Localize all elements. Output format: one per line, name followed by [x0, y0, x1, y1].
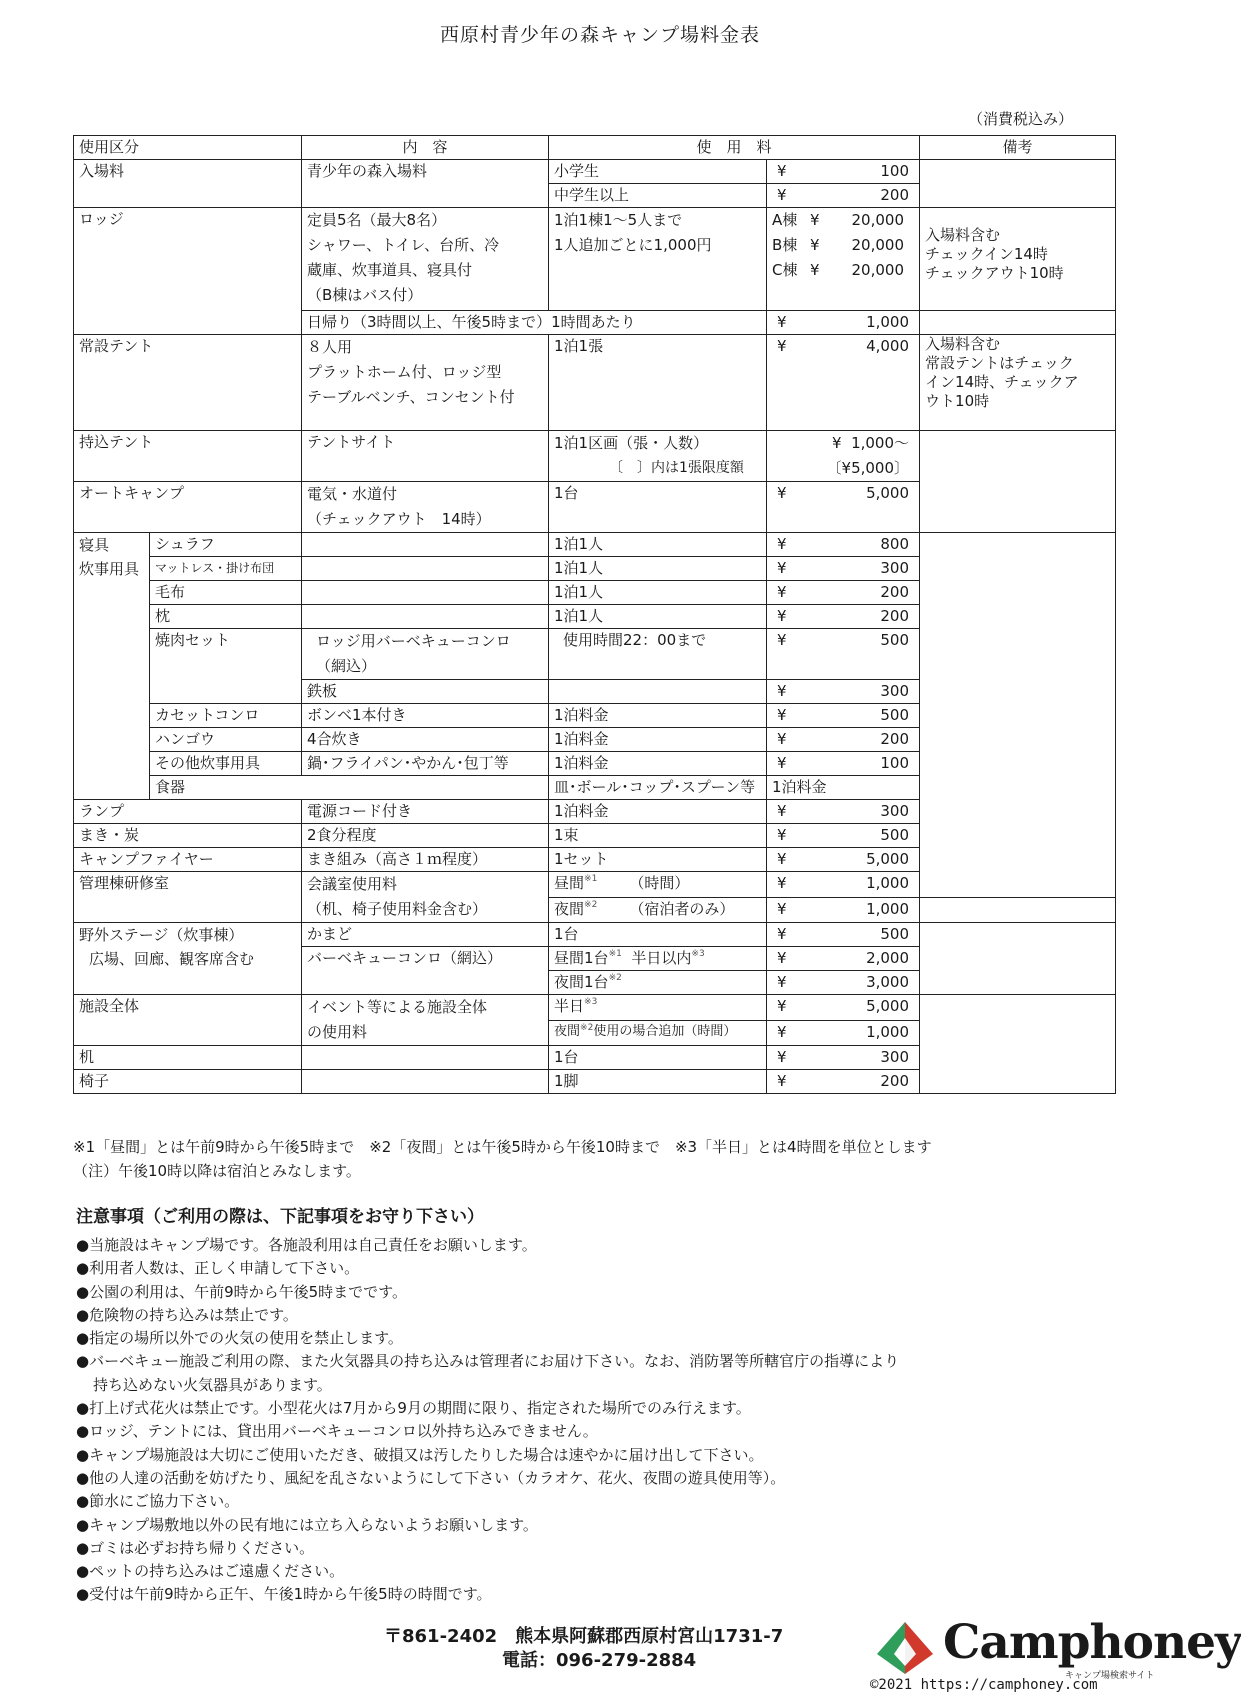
list-item: ●他の人達の活動を妨げたり、風紀を乱さないようにして下さい（カラオケ、花火、夜間の遊具使用等）。: [76, 1468, 786, 1487]
fee-desc: 夜間1台$^{※2}$: [549, 971, 767, 995]
row-remarks: 入場料含む 常設テントはチェック イン14時、チェックア ウト10時: [920, 335, 1116, 431]
row-content: ロッジ用バーベキューコンロ （網込）: [302, 629, 549, 680]
row-remarks: [920, 160, 1116, 208]
row-category: 寝具 炊事用具: [74, 533, 150, 800]
fee-price: ¥ 200: [767, 184, 920, 208]
fee-price: ¥ 1,000: [767, 897, 920, 923]
fee-desc: 1セット: [549, 848, 767, 872]
fee-desc: 1泊1張: [549, 335, 767, 431]
row-content: 電源コード付き: [302, 800, 549, 824]
footnote-definitions: ※1「昼間」とは午前9時から午後5時まで ※2「夜間」とは午後5時から午後10時まで ※3「半日」とは4時間を単位とします: [73, 1138, 932, 1156]
list-item: ●公園の利用は、午前9時から午後5時までです。: [76, 1282, 407, 1301]
header-remarks: 備考: [920, 136, 1116, 160]
item-name: カセットコンロ: [150, 704, 302, 728]
list-item: ●ロッジ、テントには、貸出用バーベキューコンロ以外持ち込みできません。: [76, 1422, 598, 1441]
list-item: ●ペットの持ち込みはご遠慮ください。: [76, 1562, 345, 1581]
fee-desc: 使用時間22：00まで: [549, 629, 767, 680]
row-content: [302, 1070, 549, 1094]
fee-desc: 昼間$^{※1}$ （時間）: [549, 872, 767, 898]
fee-desc: 1泊料金: [549, 752, 767, 776]
fee-desc: 1泊料金: [549, 704, 767, 728]
fee-desc: 1泊料金: [549, 728, 767, 752]
row-content: 電気・水道付 （チェックアウト 14時）: [302, 482, 549, 533]
row-category: 管理棟研修室: [74, 872, 302, 923]
fee-desc: 1泊1人: [549, 605, 767, 629]
item-name: 焼肉セット: [150, 629, 302, 704]
fee-price: ¥ 100: [767, 160, 920, 184]
page-title: 西原村青少年の森キャンプ場料金表: [439, 24, 760, 46]
fee-price: ¥ 500: [767, 824, 920, 848]
fee-price: ¥ 100: [767, 752, 920, 776]
fee-label: 小学生: [549, 160, 767, 184]
list-item: ●ゴミは必ずお持ち帰りください。: [76, 1538, 315, 1557]
row-remarks: [920, 923, 1116, 995]
fee-desc: 1泊1区画（張・人数） 〔 〕内は1張限度額: [549, 431, 767, 482]
footnote-overnight: （注）午後10時以降は宿泊とみなします。: [73, 1162, 361, 1180]
row-content: 鍋･フライパン･やかん･包丁等: [302, 752, 549, 776]
fee-desc: 1泊1人: [549, 581, 767, 605]
fee-price: ¥ 2,000: [767, 947, 920, 971]
row-category: ランプ: [74, 800, 302, 824]
table-row: [74, 533, 1116, 557]
fee-desc: 1台: [549, 482, 767, 533]
list-item: ●当施設はキャンプ場です。各施設利用は自己責任をお願いします。: [76, 1236, 537, 1254]
row-category: まき・炭: [74, 824, 302, 848]
fee-desc: 昼間1台$^{※1}$ 半日以内$^{※3}$: [549, 947, 767, 971]
brand-name: Camphoney: [943, 1615, 1241, 1670]
item-name: ハンゴウ: [150, 728, 302, 752]
fee-desc: 1泊料金: [767, 776, 920, 800]
row-category: 持込テント: [74, 431, 302, 482]
header-content: 内 容: [302, 136, 549, 160]
list-item: ●打上げ式花火は禁止です。小型花火は7月から9月の期間に限り、指定された場所でのみ行えます。: [76, 1399, 751, 1418]
header-category: 使用区分: [74, 136, 302, 160]
table-header: [74, 136, 1116, 160]
list-item: ●指定の場所以外での火気の使用を禁止します。: [76, 1329, 403, 1348]
fee-price: ¥ 300: [767, 800, 920, 824]
fee-price: ¥ 1,000: [767, 311, 920, 335]
row-content: 皿･ボール･コップ･スプーン等: [549, 776, 767, 800]
row-content: かまど: [302, 923, 549, 947]
row-content: イベント等による施設全体 の使用料: [302, 995, 549, 1046]
postal-address: 〒861-2402 熊本県阿蘇郡西原村宮山1731-7: [384, 1626, 784, 1647]
row-category: 野外ステージ（炊事棟） 広場、回廊、観客席含む: [74, 923, 302, 995]
fee-desc: 1泊1棟1～5人まで 1人追加ごとに1,000円: [549, 208, 767, 311]
item-name: 枕: [150, 605, 302, 629]
row-category: ロッジ: [74, 208, 302, 335]
fee-price: ¥ 200: [767, 728, 920, 752]
row-category: 施設全体: [74, 995, 302, 1046]
fee-price: ¥ 200: [767, 1070, 920, 1094]
footnotes: [73, 1135, 932, 1183]
row-content: [302, 1046, 549, 1070]
row-content: テントサイト: [302, 431, 549, 482]
row-category: 食器: [150, 776, 549, 800]
table-row: [74, 431, 1116, 482]
fee-label: 中学生以上: [549, 184, 767, 208]
fee-desc: [549, 680, 767, 704]
row-category: オートキャンプ: [74, 482, 302, 533]
building-prices: A棟 ¥ 20,000 B棟 ¥ 20,000 C棟 ¥ 20,000: [767, 208, 920, 311]
brand-watermark: [870, 1615, 1241, 1693]
row-category: 入場料: [74, 160, 302, 208]
fee-price: ¥ 500: [767, 704, 920, 728]
notes-title: 注意事項（ご利用の際は、下記事項をお守り下さい）: [76, 1207, 484, 1227]
fee-desc: 半日$^{※3}$: [549, 995, 767, 1021]
list-item: ●キャンプ場敷地以外の民有地には立ち入らないようお願いします。: [76, 1515, 538, 1534]
fee-desc: 夜間$^{※2}$ （宿泊者のみ）: [549, 897, 767, 923]
fee-desc: 1台: [549, 1046, 767, 1070]
table-row: [74, 995, 1116, 1021]
row-content: 青少年の森入場料: [302, 160, 549, 208]
fee-price: ¥ 200: [767, 581, 920, 605]
table-row: [74, 335, 1116, 431]
row-category: キャンプファイヤー: [74, 848, 302, 872]
item-name: 毛布: [150, 581, 302, 605]
fee-price: ¥ 500: [767, 629, 920, 680]
row-content: 2食分程度: [302, 824, 549, 848]
row-content: 会議室使用料 （机、椅子使用料金含む）: [302, 872, 549, 923]
row-content: ボンベ1本付き: [302, 704, 549, 728]
tax-note: （消費税込み）: [968, 110, 1074, 128]
row-remarks: [920, 431, 1116, 533]
item-name: その他炊事用具: [150, 752, 302, 776]
list-item: ●利用者人数は、正しく申請して下さい。: [76, 1259, 360, 1278]
list-item: ●バーベキュー施設ご利用の際、また火気器具の持ち込みは管理者にお届け下さい。なお、消防署等所轄官庁の指導により: [76, 1352, 900, 1371]
row-content: ８人用 プラットホーム付、ロッジ型 テーブルベンチ、コンセント付: [302, 335, 549, 431]
fee-price: ¥ 1,000～ 〔¥5,000〕: [767, 431, 920, 482]
row-category: 机: [74, 1046, 302, 1070]
fee-desc: 1束: [549, 824, 767, 848]
row-content: [302, 581, 549, 605]
row-content: 4合炊き: [302, 728, 549, 752]
row-remarks: [920, 995, 1116, 1094]
table-row: [74, 208, 1116, 311]
row-content: バーベキューコンロ（網込）: [302, 947, 549, 995]
fee-desc: 1脚: [549, 1070, 767, 1094]
fee-desc: 1泊料金: [549, 800, 767, 824]
brand-copyright: ©2021 https://camphoney.com: [870, 1677, 1098, 1693]
fee-price: ¥ 1,000: [767, 872, 920, 898]
item-name: マットレス・掛け布団: [150, 557, 302, 581]
camphoney-logo-icon: [875, 1620, 935, 1676]
row-remarks: 入場料含む チェックイン14時 チェックアウト10時: [920, 208, 1116, 311]
phone-number: 電話：096-279-2884: [502, 1650, 697, 1671]
row-content: [302, 533, 549, 557]
fee-price: ¥ 5,000: [767, 482, 920, 533]
fee-price: ¥ 1,000: [767, 1020, 920, 1046]
list-item: ●キャンプ場施設は大切にご使用いただき、破損又は汚したりした場合は速やかに届け出して下さい。: [76, 1445, 764, 1464]
brand-tagline: キャンプ場検索サイト: [1065, 1671, 1155, 1681]
address-block: [384, 1625, 783, 1673]
list-item: ●節水にご協力下さい。: [76, 1492, 240, 1511]
day-use-label: 日帰り（3時間以上、午後5時まで）1時間あたり: [302, 311, 767, 335]
row-category: 常設テント: [74, 335, 302, 431]
header-fee: 使 用 料: [549, 136, 920, 160]
notes-list: [76, 1234, 1126, 1607]
fee-price: ¥ 300: [767, 680, 920, 704]
row-remarks: [920, 533, 1116, 898]
fee-desc: 1泊1人: [549, 533, 767, 557]
fee-desc: 夜間$^{※2}$使用の場合追加（時間）: [549, 1020, 767, 1046]
fee-price: ¥ 200: [767, 605, 920, 629]
fee-desc: 1台: [549, 923, 767, 947]
fee-price: ¥ 500: [767, 923, 920, 947]
table-row: [74, 923, 1116, 947]
row-content: [302, 557, 549, 581]
fee-price: ¥ 800: [767, 533, 920, 557]
fee-price: ¥ 5,000: [767, 848, 920, 872]
fee-desc: 1泊1人: [549, 557, 767, 581]
row-remarks: [920, 311, 1116, 335]
row-content: まき組み（高さ１ｍ程度）: [302, 848, 549, 872]
fee-price: ¥ 5,000: [767, 995, 920, 1021]
row-category: 椅子: [74, 1070, 302, 1094]
list-item: ●危険物の持ち込みは禁止です。: [76, 1305, 298, 1324]
item-name: シュラフ: [150, 533, 302, 557]
fee-table: [73, 135, 1116, 1094]
row-content: [302, 605, 549, 629]
fee-price: ¥ 300: [767, 1046, 920, 1070]
list-item: 持ち込めない火気器具があります。: [93, 1375, 332, 1394]
fee-price: ¥ 4,000: [767, 335, 920, 431]
table-row: [74, 160, 1116, 184]
row-content: 鉄板: [302, 680, 549, 704]
row-content: 定員5名（最大8名） シャワー、トイレ、台所、冷 蔵庫、炊事道具、寝具付 （B棟はバス付）: [302, 208, 549, 311]
list-item: ●受付は午前9時から正午、午後1時から午後5時の時間です。: [76, 1585, 492, 1604]
fee-price: ¥ 300: [767, 557, 920, 581]
fee-price: ¥ 3,000: [767, 971, 920, 995]
